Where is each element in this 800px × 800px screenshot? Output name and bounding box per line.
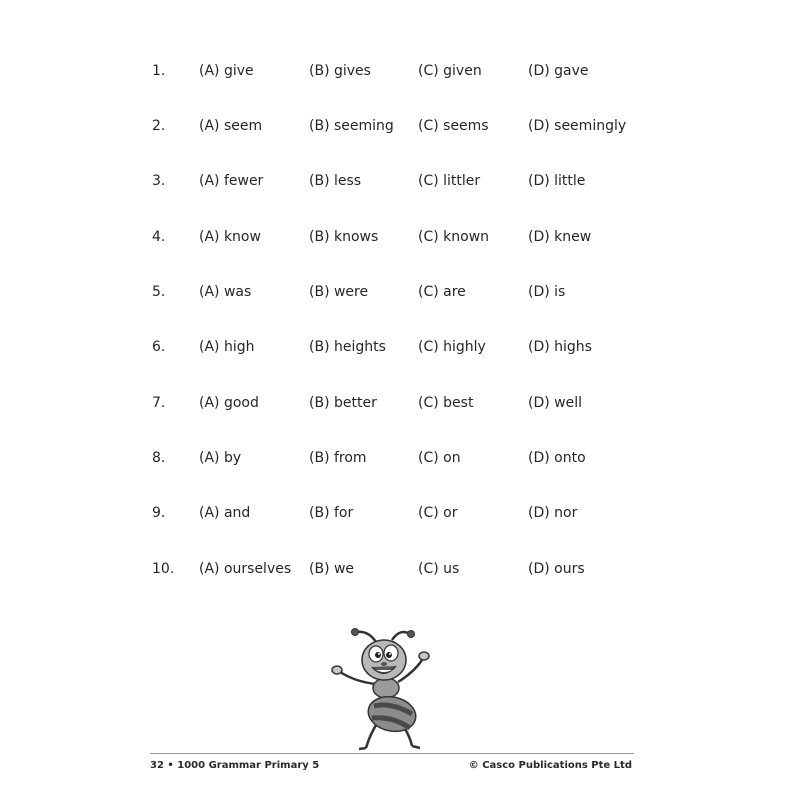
option-a: (A) was — [199, 284, 252, 300]
question-number: 4. — [152, 229, 166, 245]
question-number: 6. — [152, 339, 166, 355]
option-b: (B) from — [309, 450, 367, 466]
option-b: (B) were — [309, 284, 369, 300]
question-number: 1. — [152, 63, 166, 79]
option-b: (B) heights — [309, 339, 386, 355]
option-a: (A) good — [199, 395, 259, 411]
option-c: (C) are — [418, 284, 466, 300]
question-number: 3. — [152, 173, 166, 189]
option-c: (C) best — [418, 395, 474, 411]
option-a: (A) high — [199, 339, 255, 355]
option-c: (C) on — [418, 450, 461, 466]
question-row — [0, 114, 800, 138]
footer-divider — [150, 753, 634, 754]
option-b: (B) less — [309, 173, 362, 189]
question-number: 2. — [152, 118, 166, 134]
question-row — [0, 557, 800, 581]
option-d: (D) well — [528, 395, 582, 411]
option-d: (D) nor — [528, 505, 578, 521]
option-b: (B) knows — [309, 229, 379, 245]
option-d: (D) seemingly — [528, 118, 627, 134]
option-c: (C) or — [418, 505, 458, 521]
option-c: (C) us — [418, 561, 460, 577]
option-a: (A) by — [199, 450, 242, 466]
option-c: (C) littler — [418, 173, 481, 189]
option-a: (A) and — [199, 505, 251, 521]
option-c: (C) given — [418, 63, 482, 79]
option-a: (A) ourselves — [199, 561, 292, 577]
option-c: (C) highly — [418, 339, 486, 355]
option-d: (D) is — [528, 284, 566, 300]
option-a: (A) seem — [199, 118, 263, 134]
question-row — [0, 446, 800, 470]
question-row — [0, 169, 800, 193]
option-b: (B) seeming — [309, 118, 394, 134]
question-row — [0, 501, 800, 525]
option-d: (D) ours — [528, 561, 585, 577]
option-d: (D) highs — [528, 339, 592, 355]
option-b: (B) gives — [309, 63, 371, 79]
option-d: (D) little — [528, 173, 586, 189]
option-a: (A) give — [199, 63, 254, 79]
option-d: (D) onto — [528, 450, 586, 466]
option-d: (D) gave — [528, 63, 589, 79]
question-row — [0, 59, 800, 83]
option-b: (B) for — [309, 505, 354, 521]
footer-copyright: © Casco Publications Pte Ltd — [468, 760, 632, 771]
question-number: 8. — [152, 450, 166, 466]
ant-mascot-icon — [326, 622, 446, 752]
option-b: (B) better — [309, 395, 377, 411]
option-a: (A) fewer — [199, 173, 264, 189]
question-number: 9. — [152, 505, 166, 521]
question-number: 7. — [152, 395, 166, 411]
option-b: (B) we — [309, 561, 355, 577]
question-row — [0, 280, 800, 304]
option-c: (C) known — [418, 229, 490, 245]
footer-page-info: 32 • 1000 Grammar Primary 5 — [150, 760, 320, 771]
question-number: 10. — [152, 561, 175, 577]
option-d: (D) knew — [528, 229, 592, 245]
question-row — [0, 335, 800, 359]
option-a: (A) know — [199, 229, 261, 245]
question-number: 5. — [152, 284, 166, 300]
question-row — [0, 391, 800, 415]
question-row — [0, 225, 800, 249]
option-c: (C) seems — [418, 118, 489, 134]
